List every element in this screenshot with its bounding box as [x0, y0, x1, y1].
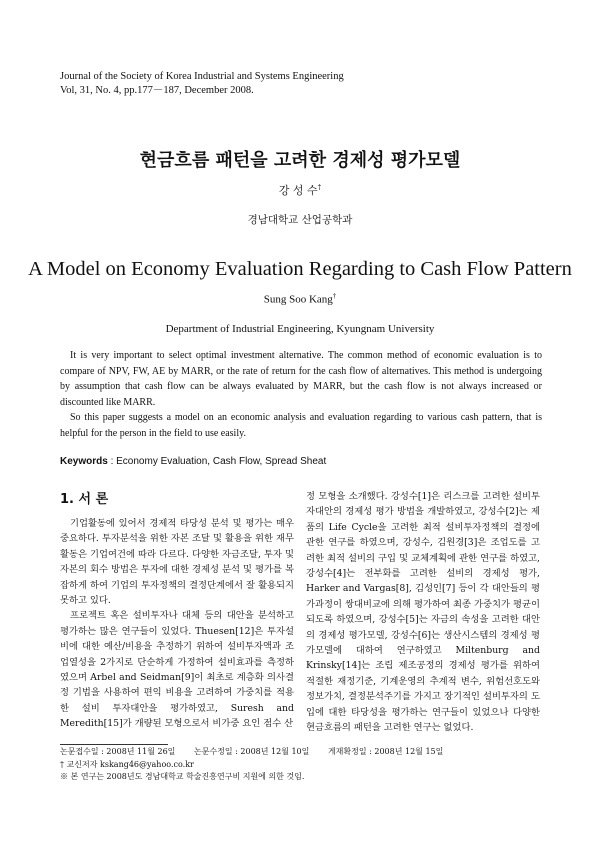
accepted-date: 게재확정일 : 2008년 12월 15일	[327, 747, 444, 756]
abstract	[60, 348, 542, 442]
body-column-right	[306, 489, 540, 736]
abstract-paragraph: So this paper suggests a model on an economic analysis and evaluation regarding to various cash pattern, that is helpful for the person in the field to use easily.	[60, 412, 542, 439]
corresponding-mark-en: †	[332, 292, 337, 300]
abstract-paragraph: It is very important to select optimal investment alternative. The common method of economic evaluation is to compare of NPV, FW, AE by MARR, or the rate of return for the cash flow of alternatives. This method is undergoing by assumption that cash flow can be always evaluated by MARR, but the cash flow is not always increased or discounted like MARR.	[60, 350, 542, 408]
author-english	[0, 292, 600, 306]
funding-note: ※ 본 연구는 2008년도 경남대학교 학술진흥연구비 지원에 의한 것임.	[60, 772, 305, 781]
body-paragraph: 기업활동에 있어서 경제적 타당성 분석 및 평가는 매우 중요하다. 투자분석을 위한 자본 조달 및 활용을 위한 재무활동은 기업여건에 따라 다르다. 다양한 자금조달, 투자 및 자본의 회수 방법은 투자에 대한 경제성 분석 및 평가를 복잡하게 하여 기업의 투자정책의 결정단계에서 잘 활용되지 못하고 있다.	[60, 518, 294, 607]
received-date: 논문접수일 : 2008년 11월 26일	[60, 747, 176, 756]
submission-dates	[60, 746, 459, 759]
keywords-label: Keywords	[60, 456, 108, 467]
corresponding-mark: †	[317, 183, 322, 192]
author-english-name: Sung Soo Kang	[263, 293, 333, 306]
footnotes	[60, 746, 459, 784]
affiliation-korean: 경남대학교 산업공학과	[247, 214, 353, 226]
journal-name: Journal of the Society of Korea Industrial and Systems Engineering	[60, 71, 344, 82]
body-paragraph: 프로젝트 혹은 설비투자나 대체 등의 대안을 분석하고 평가하는 많은 연구들이 있었다. Thuesen[12]은 투자설비에 대한 예산/비용을 추정하기 위하여 설비투자액과 조업열성을 2가지로 단순하게 가정하여 설비효과를 측정하였으며 Arbel and Seidman[9]이 최초로 계층화 의사결정 기법을 사용하여 편익 비용을 고려하여 가중치를 적용한 설비 투자대안을 평가하였고, Suresh and Meredith[15]가 개량된 모형으로서 비가중 요인 점수 산	[60, 610, 294, 730]
journal-volume: Vol, 31, No. 4, pp.177－187, December 2008.	[60, 85, 254, 96]
affiliation-english: Department of Industrial Engineering, Kyungnam University	[165, 323, 435, 335]
body-column-left	[60, 516, 294, 732]
revised-date: 논문수정일 : 2008년 12월 10일	[193, 747, 310, 756]
keywords	[60, 456, 326, 467]
journal-header	[60, 70, 344, 98]
author-korean-name: 강 성 수	[278, 184, 318, 197]
author-korean	[0, 182, 600, 198]
body-paragraph: 정 모형을 소개했다. 강성수[1]은 리스크를 고려한 설비투자대안의 경제성 평가 방법을 개발하였고, 강성수[2]는 제품의 Life Cycle을 고려한 최적 설비투자정책의 결정에 관한 연구를 하였으며, 강성수, 김원경[3]은 조업도를 고려한 최적 설비의 구입 및 교체계획에 관한 연구를 하였고, 강성수[4]는 전부화를 고려한 설비의 경제성 평가, Harker and Vargas[8], 김성인[7] 등이 각 대안들의 평가과정이 쌍대비교에 의해 평가하여 최종 가중치가 평균이 되도록 하였으며, 강성수[5]는 자금의 속성을 고려한 대안의 경제성 평가모델, 강성수[6]는 생산시스템의 경제성 평가모델에 대하여 연구하였고 Miltenburg and Krinsky[14]는 조립 제조공정의 경제성 평가를 위하여 적절한 재정기준, 기계운영의 추계적 변수, 위험선호도와 정보가치, 결정분석주기를 가지고 장기적인 설비투자의 도입에 대한 타당성을 평가하는 연구들이 있었으나 다양한 현금흐름의 패턴을 고려한 연구는 없었다.	[306, 491, 540, 734]
section-heading: 1. 서 론	[60, 492, 109, 507]
keywords-text: : Economy Evaluation, Cash Flow, Spread Sheat	[107, 456, 327, 467]
corresponding-author-note: † 교신저자 kskang46@yahoo.co.kr	[60, 759, 194, 769]
title-english: A Model on Economy Evaluation Regarding to Cash Flow Pattern	[28, 258, 572, 280]
footnote-divider	[60, 744, 168, 745]
title-korean: 현금흐름 패턴을 고려한 경제성 평가모델	[139, 150, 461, 171]
